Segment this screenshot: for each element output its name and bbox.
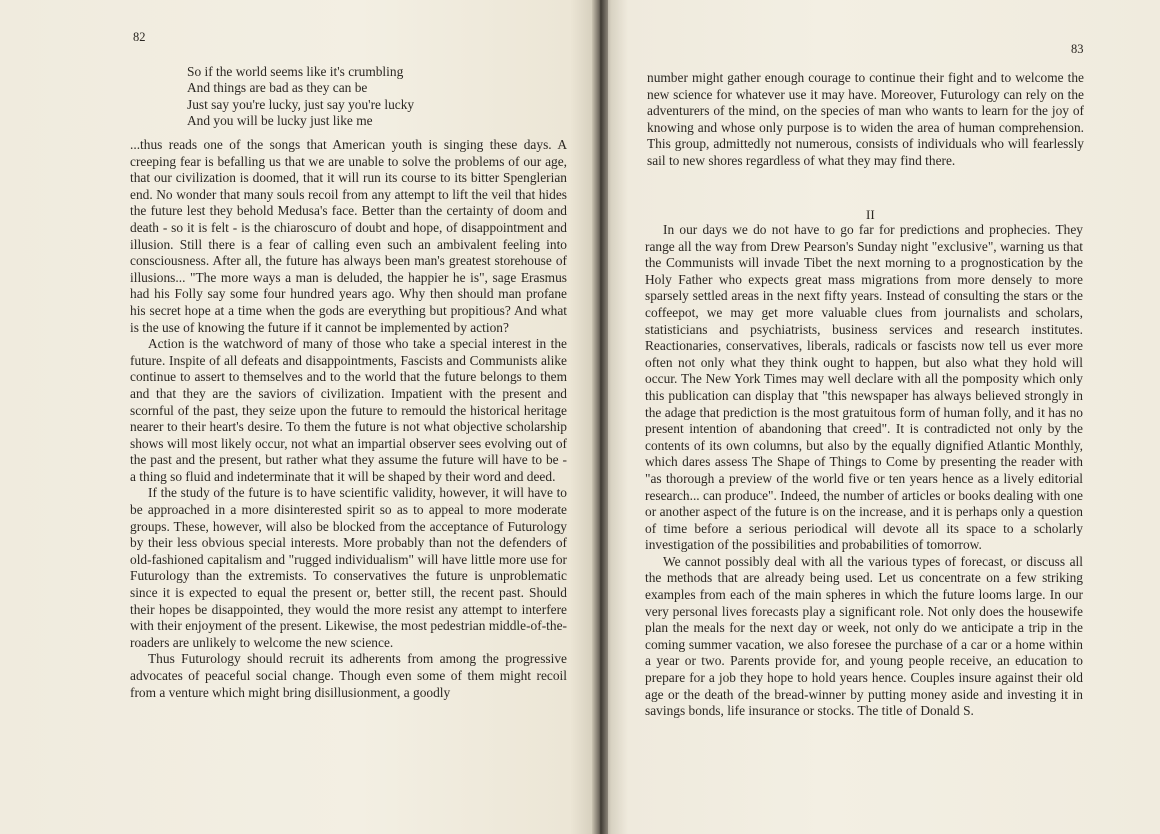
paragraph: We cannot possibly deal with all the various types of forecast, or discuss all the methods that are already being used. Let us concentrate on a few striking examples from each of the main spheres in which the future looms large. In our very personal lives forecasts play a significant role. Not only does the housewife plan the meals for the next day or week, not only do we anticipate a trip in the coming summer vacation, we also foresee the purchase of a car or a home within a year or two. Parents provide for, and young people receive, an education to prepare for a job they hope to hold years hence. Couples insure against their old age or the death of the bread-winner by putting money aside and investing it in savings bonds, life insurance or stocks. The title of Donald S.: [645, 553, 1083, 719]
paragraph: In our days we do not have to go far for predictions and prophecies. They range all the way from Drew Pearson's Sunday night "exclusive", warning us that the Communists will invade Tibet the next morning to a prognostication by the Holy Father who expects great mass migrations from more densely to more sparsely settled areas in the next fifty years. Instead of consulting the stars or the coffeepot, we may get more valuable clues from journalists and scholars, statisticians and psychiatrists, business services and research institutes. Reactionaries, conservatives, liberals, radicals or fascists now tell us ever more often not only what they think ought to happen, but also what they hold will occur. The New York Times may well declare with all the pomposity which only this publication can display that "this newspaper has always believed strongly in the adage that prediction is the most gratuitous form of human folly, and it has no present intention of abandoning that creed". It is contradicted not only by the contents of its own columns, but also by the equally dignified Atlantic Monthly, which dares assess The Shape of Things to Come by presenting the reader with "as thorough a preview of the world five or ten years hence as a lively editorial research... can produce". Indeed, the number of articles or books dealing with one or another aspect of the future is on the increase, and it is perhaps only a question of time before a serious periodical will devote all its space to a scholarly investigation of the possibilities and probabilities of tomorrow.: [645, 222, 1083, 553]
verse-line: And things are bad as they can be: [187, 80, 368, 96]
paragraph: ...thus reads one of the songs that American youth is singing these days. A creeping fear is befalling us that we are unable to solve the problems of our age, that our civilization is doomed, that it will run its course to its bitter Spenglerian end. No wonder that many souls recoil from any attempt to lift the veil that hides the future lest they behold Medusa's face. Better than the certainty of doom and death - so it is felt - is the chiaroscuro of doubt and hope, of disappointment and illusion. Still there is a fear of calling even such an ambivalent feeling into consciousness. After all, the future has always been man's greatest storehouse of illusions... "The more ways a man is deluded, the happier he is", sage Erasmus had his Folly say some four hundred years ago. Why then should man profane his secret hope at a time when the gods are everything but propitious? And what is the use of knowing the future if it cannot be implemented by action?: [130, 137, 567, 335]
page-number: 83: [1071, 42, 1084, 56]
verse-line: Just say you're lucky, just say you're lucky: [187, 96, 415, 112]
body-text: [645, 222, 1083, 720]
song-verse: [187, 64, 487, 130]
paragraph: Action is the watchword of many of those who take a special interest in the future. Inspite of all defeats and disappointments, Fascists and Communists alike continue to assert to themselves and to the world that the future belongs to them and that they are the saviors of civilization. Impatient with the present and scornful of the past, they seize upon the future to remould the historical heritage nearer to their heart's desire. To them the future is not what objective scholarship shows will most likely occur, not what an impartial observer sees evolving out of the past and the present, but rather what they assume the future will have to be - a thing so fluid and indeterminate that it will be shaped by their word and deed.: [130, 336, 567, 484]
book-gutter: [592, 0, 608, 834]
paragraph: Thus Futurology should recruit its adherents from among the progressive advocates of peaceful social change. Though even some of them might recoil from a venture which might bring disillusionment, a goodly: [130, 651, 567, 700]
verse-line: So if the world seems like it's crumbling: [187, 64, 404, 79]
verse-line: And you will be lucky just like me: [187, 113, 373, 129]
page-number: 82: [133, 30, 146, 44]
paragraph: number might gather enough courage to continue their fight and to welcome the new science for whatever use it may have. Moreover, Futurology can rely on the adventurers of the mind, on the species of man who wants to learn for the joy of knowing and whose only purpose is to widen the area of human comprehension. This group, admittedly not numerous, consists of individuals who will fearlessly sail to new shores regardless of what they may find there.: [647, 70, 1084, 168]
section-heading: II: [866, 207, 875, 222]
body-text: [130, 137, 567, 701]
body-text: [647, 70, 1084, 170]
paragraph: If the study of the future is to have scientific validity, however, it will have to be approached in a more disinterested spirit so as to appeal to more moderate groups. These, however, will also be blocked from the acceptance of Futurology by their less obvious special interests. More probably than not the defenders of old-fashioned capitalism and "rugged individualism" will have little more use for Futurology than the extremists. To conservatives the future is unproblematic since it is expected to equal the present or, better still, the recent past. Should their hopes be disappointed, they would the more resist any attempt to interfere with their enjoyment of the present. Likewise, the most pedestrian middle-of-the-roaders are unlikely to welcome the new science.: [130, 485, 567, 650]
